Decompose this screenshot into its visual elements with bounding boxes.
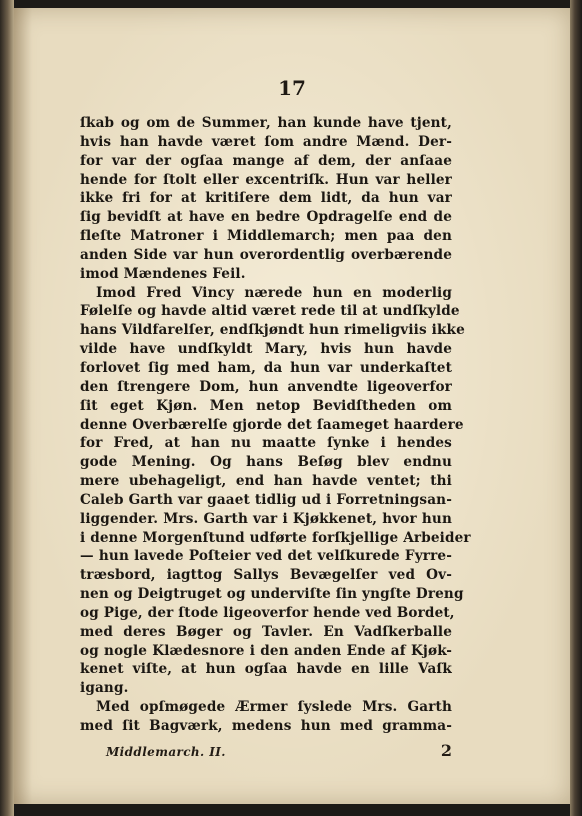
text-line: mere ubehageligt, end han havde ventet; thi (80, 473, 452, 490)
text-line: og nogle Klædesnore i den anden Ende af Kjøk- (80, 642, 452, 659)
text-line: for var der ogſaa mange af dem, der anſaae (80, 152, 452, 169)
text-line: — hun lavede Poſteier ved det velſkurede Fyrre- (80, 548, 452, 565)
text-line: igang. (80, 680, 129, 697)
text-line: denne Overbærelſe gjorde det ſaameget haardere (80, 416, 464, 433)
body-text (80, 114, 471, 736)
text-line: anden Side var hun overordentlig overbærende (80, 246, 452, 263)
text-line: og Pige, der ſtode ligeoverfor hende ved Bordet, (80, 604, 455, 621)
page-number: 17 (278, 76, 306, 100)
text-line: ſit eget Kjøn. Men netop Bevidſtheden om (80, 397, 452, 414)
text-line: ſkab og om de Summer, han kunde have tjent, (80, 115, 452, 131)
text-line: for Fred, at han nu maatte ſynke i hendes (80, 435, 452, 452)
text-line: forlovet ſig med ham, da hun var underkaſtet (80, 359, 452, 376)
text-line: Med opſmøgede Ærmer ſysledе Mrs. Garth (96, 699, 452, 716)
book-page (14, 8, 570, 804)
book-spine-shadow (0, 0, 14, 816)
text-line: nen og Deigtruget og underviſte ſin yngſte Dreng (80, 586, 464, 603)
text-line: Caleb Garth var gaaet tidlig ud i Forretningsan- (80, 491, 452, 508)
text-line: hende for ſtolt eller excentriſk. Hun var heller (80, 171, 452, 188)
page-footer (106, 741, 452, 760)
text-line: ſig bevidſt at have en bedre Opdragelſe end de (80, 209, 452, 226)
text-line: med ſit Bagværk, medens hun med gramma- (80, 718, 452, 734)
text-line: vilde have undſkyldt Mary, hvis hun havde (80, 341, 452, 358)
text-line: gode Mening. Og hans Beſøg blev endnu (80, 454, 452, 471)
text-line: fleſte Matroner i Middlemarch; men paa den (80, 228, 452, 245)
footer-sheet-number: 2 (440, 741, 452, 760)
text-line: den ſtrengere Dom, hun anvendte ligeoverfor (80, 378, 452, 395)
text-line: hans Vildfarelſer, endſkjøndt hun rimeligviis ikke (80, 322, 465, 339)
page-edge-shadow (570, 0, 582, 816)
text-line: kenet viſte, at hun ogſaa havde en lille Vaſk (80, 661, 452, 678)
text-line: i denne Morgenſtund udførte forſkjellige Arbeider (80, 529, 471, 546)
text-line: imod Mændenes Feil. (80, 265, 246, 282)
footer-signature: Middlemarch. II. (106, 745, 226, 759)
text-line: Imod Fred Vincy nærede hun en moderlig (96, 284, 452, 301)
text-line: Følelſe og havde altid været rede til at undſkylde (80, 303, 460, 320)
text-line: hvis han havde været ſom andre Mænd. Der- (80, 133, 452, 150)
text-line: træsbord, iagttog Sallys Bevægelſer ved Ov- (80, 567, 452, 584)
text-line: med deres Bøger og Tavler. En Vadſkerballe (80, 623, 452, 640)
text-line: liggender. Mrs. Garth var i Kjøkkenet, hvor hun (80, 510, 452, 527)
text-line: ikke fri for at kritiſere dem lidt, da hun var (80, 190, 452, 207)
